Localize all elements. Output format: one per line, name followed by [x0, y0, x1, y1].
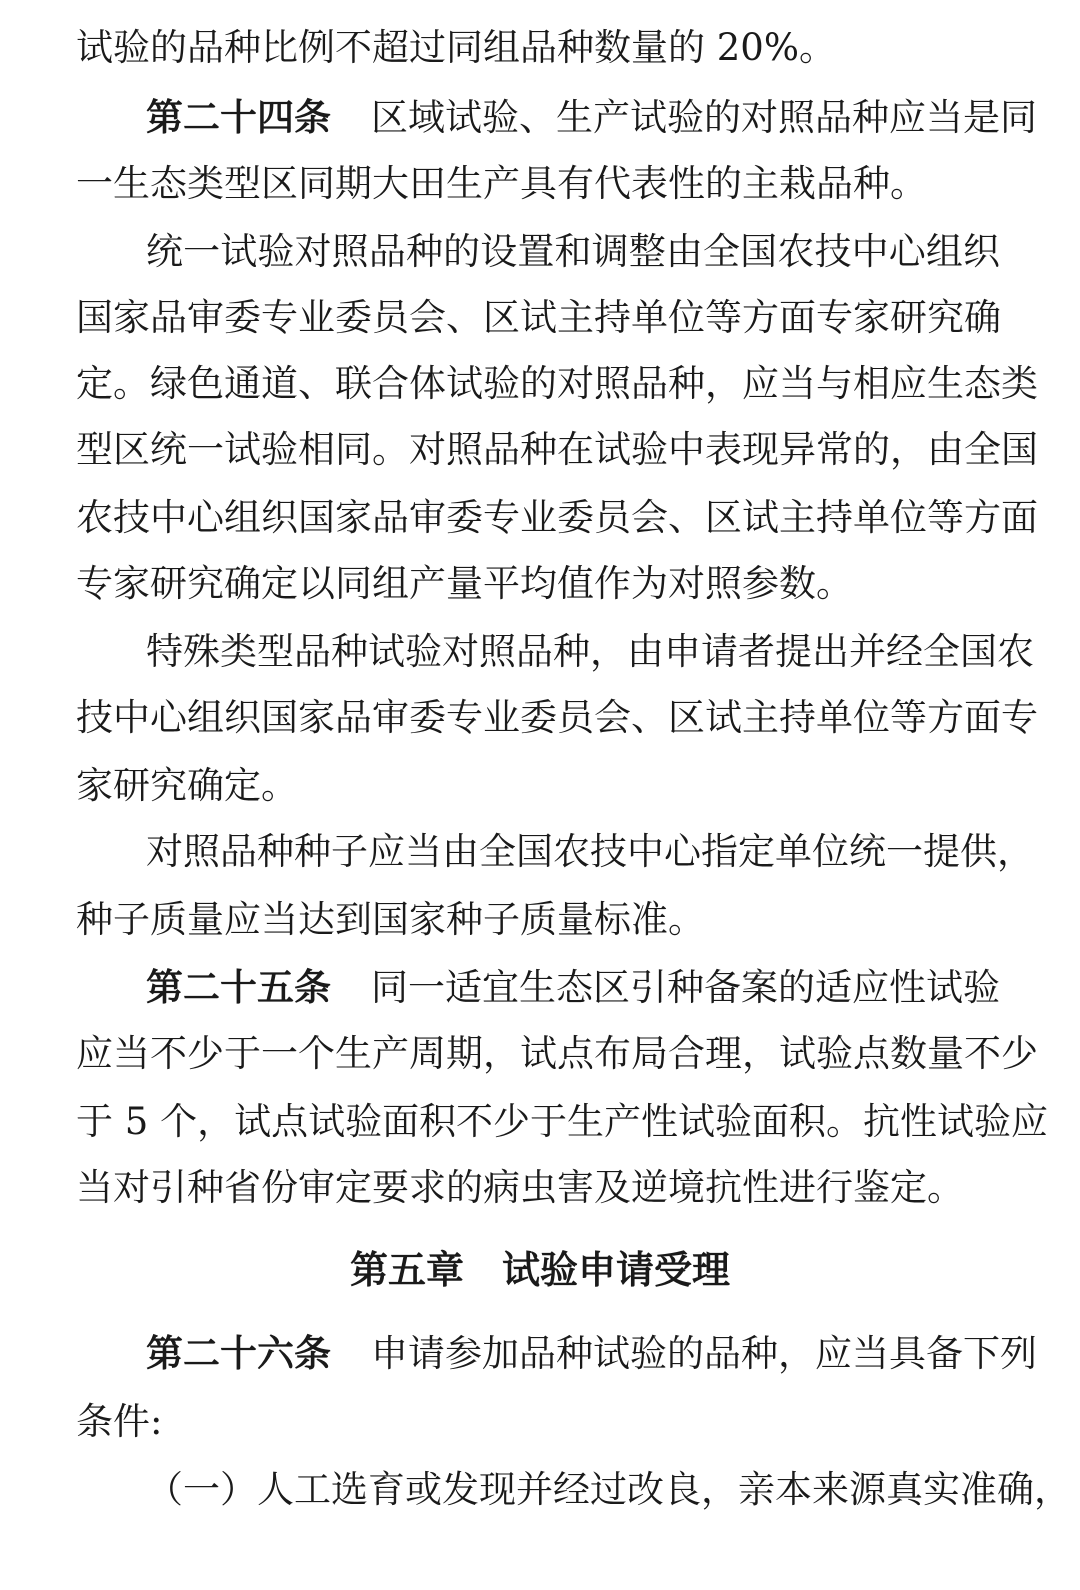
- paragraph-line: 条件:: [76, 1400, 163, 1443]
- paragraph-line: 定。绿色通道、联合体试验的对照品种，应当与相应生态类: [76, 362, 1038, 405]
- paragraph-line: 种子质量应当达到国家种子质量标准。: [76, 898, 705, 941]
- article-text: 申请参加品种试验的品种，应当具备下列: [371, 1332, 1037, 1375]
- paragraph-line: 型区统一试验相同。对照品种在试验中表现异常的，由全国: [76, 428, 1038, 471]
- paragraph-line: 应当不少于一个生产周期，试点布局合理，试验点数量不少: [76, 1032, 1038, 1075]
- paragraph-line: 技中心组织国家品审委专业委员会、区试主持单位等方面专: [76, 696, 1038, 739]
- paragraph-line: 统一试验对照品种的设置和调整由全国农技中心组织: [146, 230, 1000, 273]
- paragraph-line: 家研究确定。: [76, 764, 298, 807]
- chapter-number: 第五章: [349, 1248, 464, 1292]
- chapter-title: 试验申请受理: [502, 1248, 731, 1292]
- article-number: 第二十五条: [146, 966, 331, 1009]
- paragraph-line: 农技中心组织国家品审委专业委员会、区试主持单位等方面: [76, 496, 1038, 539]
- paragraph-line: 特殊类型品种试验对照品种，由申请者提出并经全国农: [146, 630, 1034, 673]
- article-number: 第二十六条: [146, 1332, 331, 1375]
- paragraph-line: 于 5 个，试点试验面积不少于生产性试验面积。抗性试验应: [76, 1100, 1049, 1143]
- chapter-heading: [0, 1240, 1080, 1300]
- paragraph-line: 对照品种种子应当由全国农技中心指定单位统一提供，: [146, 830, 1034, 873]
- article-26-line-1: [146, 1324, 1037, 1384]
- article-text: 同一适宜生态区引种备案的适应性试验: [371, 966, 1000, 1009]
- list-item-line: （一）人工选育或发现并经过改良，亲本来源真实准确，: [146, 1468, 1071, 1511]
- article-25-line-1: [146, 958, 1000, 1018]
- paragraph-line: 一生态类型区同期大田生产具有代表性的主栽品种。: [76, 162, 927, 205]
- article-text: 区域试验、生产试验的对照品种应当是同: [371, 96, 1037, 139]
- article-number: 第二十四条: [146, 96, 331, 139]
- article-24-line-1: [146, 88, 1037, 148]
- paragraph-line: 当对引种省份审定要求的病虫害及逆境抗性进行鉴定。: [76, 1166, 964, 1209]
- paragraph-line: 试验的品种比例不超过同组品种数量的 20%。: [76, 26, 836, 69]
- paragraph-line: 专家研究确定以同组产量平均值作为对照参数。: [76, 562, 853, 605]
- paragraph-line: 国家品审委专业委员会、区试主持单位等方面专家研究确: [76, 296, 1001, 339]
